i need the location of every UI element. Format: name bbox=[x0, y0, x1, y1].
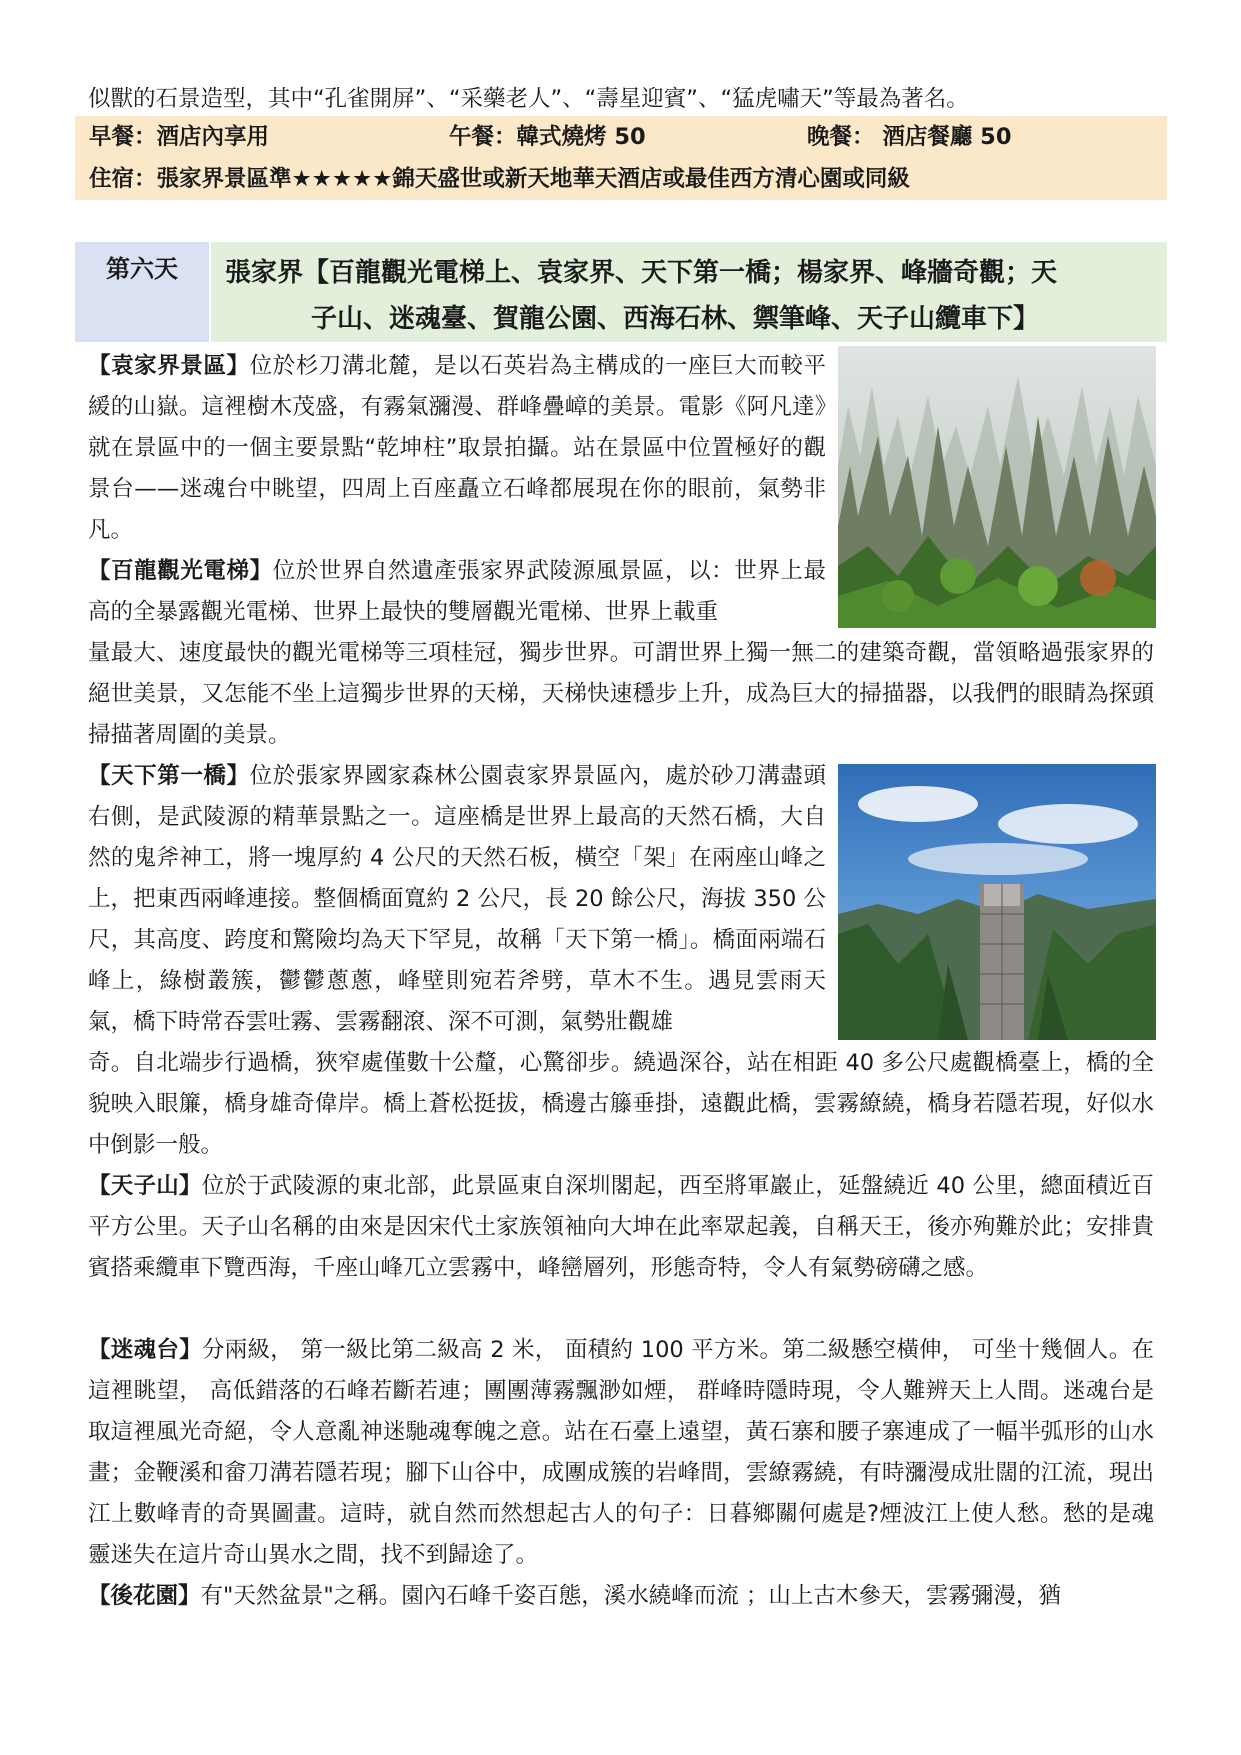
section-tag: 【後花園】 bbox=[88, 1583, 201, 1609]
section-tag: 【天子山】 bbox=[88, 1173, 202, 1199]
section-text: 分兩級， 第一級比第二級高 2 米， 面積約 100 平方米。第二級懸空橫伸， 可坐十幾個人。在這裡眺望， 高低錯落的石峰若斷若連；團團薄霧飄渺如煙， 群峰時隱時現，令人難辨天上人間。迷魂台是取這裡風光奇絕，令人意亂神迷馳魂奪魄之意。站在石臺上遠望，黃石寨和腰子寨連成了一幅半弧形的山水畫；金鞭溪和畲刀溝若隱若現；腳下山谷中，成團成簇的岩峰間，雲繚霧繞，有時瀰漫成壯闊的江流，現出江上數峰青的奇異圖畫。這時，就自然而然想起古人的句子：日暮鄉關何處是?煙波江上使人愁。愁的是魂靈迷失在這片奇山異水之間，找不到歸途了。 bbox=[88, 1337, 1154, 1568]
section-mihun-platform bbox=[88, 1330, 1154, 1576]
lodging-info: 住宿：張家界景區準★★★★★錦天盛世或新天地華天酒店或最佳西方清心園或同級 bbox=[89, 166, 910, 192]
yuanjiajie-peaks-photo bbox=[838, 346, 1156, 628]
section-first-bridge-cont bbox=[88, 1043, 1154, 1166]
section-tag: 【天下第一橋】 bbox=[88, 763, 250, 789]
meal-info-box bbox=[75, 116, 1167, 200]
section-back-garden bbox=[88, 1576, 1154, 1617]
section-bailong-elevator bbox=[88, 551, 826, 633]
section-tag: 【迷魂台】 bbox=[88, 1337, 202, 1363]
bailong-elevator-photo bbox=[838, 764, 1156, 1040]
section-text: 位於張家界國家森林公園袁家界景區內，處於砂刀溝盡頭右側，是武陵源的精華景點之一。這座橋是世界上最高的天然石橋，大自然的鬼斧神工，將一塊厚約 4 公尺的天然石板，橫空「架」在兩座山峰之上，把東西兩峰連接。整個橋面寬約 2 公尺，長 20 餘公尺，海拔 350 公尺，其高度、跨度和驚險均為天下罕見，故稱「天下第一橋」。橋面兩端石峰上，綠樹叢簇，鬱鬱蔥蔥，峰壁則宛若斧劈，草木不生。遇見雲雨天氣，橋下時常吞雲吐霧、雲霧翻滾、深不可測，氣勢壯觀雄 bbox=[88, 763, 826, 1035]
section-tianzi-mountain bbox=[88, 1166, 1154, 1289]
section-text: 量最大、速度最快的觀光電梯等三項桂冠，獨步世界。可謂世界上獨一無二的建築奇觀，當領略過張家界的絕世美景，又怎能不坐上這獨步世界的天梯，天梯快速穩步上升，成為巨大的掃描器，以我們的眼睛為探頭掃描著周圍的美景。 bbox=[88, 640, 1154, 748]
section-tag: 【百龍觀光電梯】 bbox=[88, 558, 273, 584]
section-text: 位於世界自然遺產張家界武陵源風景區，以：世界上最高的全暴露觀光電梯、世界上最快的雙層觀光電梯、世界上載重 bbox=[88, 558, 826, 625]
section-text: 位於于武陵源的東北部，此景區東自深圳閣起，西至將軍巖止，延盤繞近 40 公里，總面積近百平方公里。天子山名稱的由來是因宋代土家族領袖向大坤在此率眾起義，自稱天王，後亦殉難於此；安排貴賓搭乘纜車下覽西海，千座山峰兀立雲霧中，峰巒層列，形態奇特，令人有氣勢磅礴之感。 bbox=[88, 1173, 1154, 1281]
lunch-info: 午餐：韓式燒烤 50 bbox=[449, 124, 646, 150]
day-title bbox=[211, 242, 1167, 342]
day-label: 第六天 bbox=[75, 242, 209, 342]
day-title-line1: 張家界【百龍觀光電梯上、袁家界、天下第一橋；楊家界、峰牆奇觀；天 bbox=[225, 258, 1058, 288]
section-tag: 【袁家界景區】 bbox=[88, 353, 250, 379]
section-text: 奇。自北端步行過橋，狹窄處僅數十公釐，心驚卻步。繞過深谷，站在相距 40 多公尺處觀橋臺上，橋的全貌映入眼簾，橋身雄奇偉岸。橋上蒼松挺拔，橋邊古籐垂掛，遠觀此橋，雲霧繚繞，橋身若隱若現，好似水中倒影一般。 bbox=[88, 1050, 1154, 1158]
day-title-line2: 子山、迷魂臺、賀龍公園、西海石林、禦筆峰、天子山纜車下】 bbox=[311, 304, 1040, 334]
section-text: 位於杉刀溝北麓，是以石英岩為主構成的一座巨大而較平緩的山嶽。這裡樹木茂盛，有霧氣瀰漫、群峰疊嶂的美景。電影《阿凡達》就在景區中的一個主要景點“乾坤柱”取景拍攝。站在景區中位置極好的觀景台——迷魂台中眺望，四周上百座矗立石峰都展現在你的眼前，氣勢非凡。 bbox=[88, 353, 826, 543]
section-text: 有"天然盆景"之稱。園內石峰千姿百態，溪水繞峰而流 ；山上古木參天，雲霧彌漫，猶 bbox=[200, 1583, 1061, 1609]
section-bailong-elevator-cont bbox=[88, 633, 1154, 756]
section-yuanjiajie bbox=[88, 346, 826, 551]
dinner-info: 晚餐： 酒店餐廳 50 bbox=[807, 124, 1012, 150]
breakfast-info: 早餐：酒店內享用 bbox=[89, 124, 270, 150]
day-header bbox=[75, 242, 1167, 342]
intro-tail: 似獸的石景造型，其中“孔雀開屏”、“采藥老人”、“壽星迎賓”、“猛虎嘯天”等最為著名。 bbox=[88, 86, 969, 112]
section-first-bridge bbox=[88, 756, 826, 1043]
